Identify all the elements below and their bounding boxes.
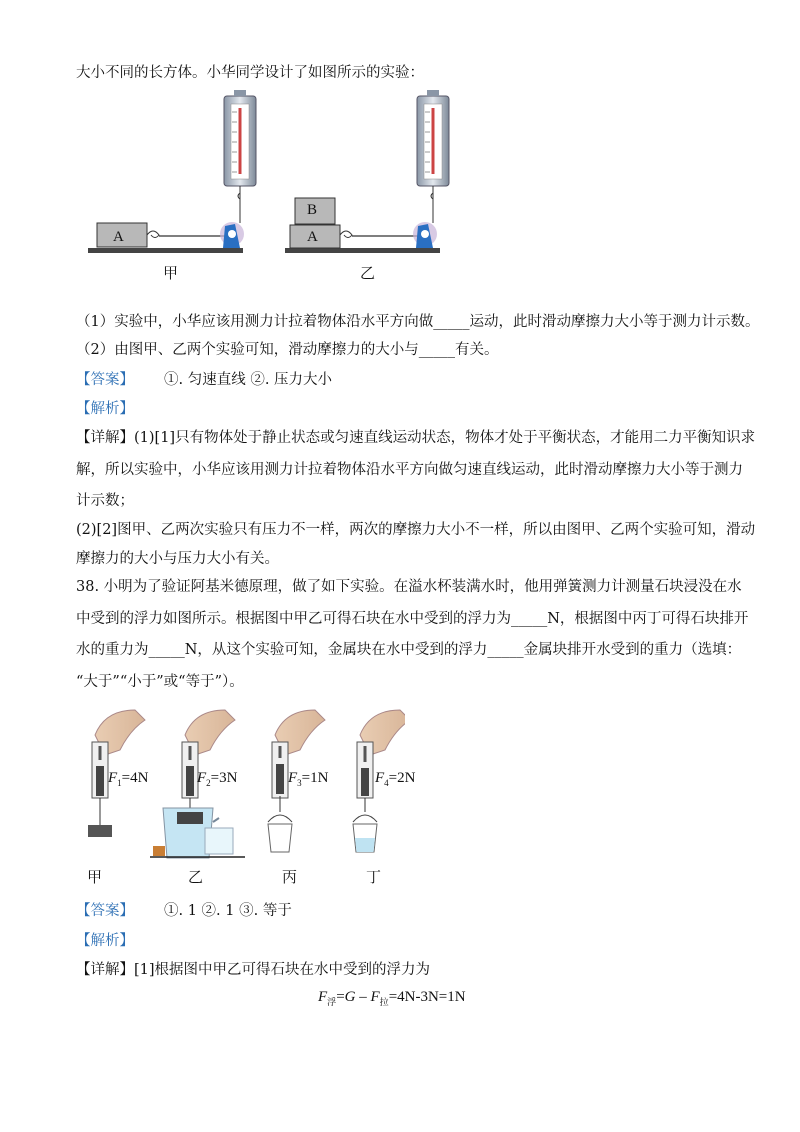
block-a-label: A [113,229,124,245]
formula-minus: – [355,989,371,1005]
formula-f: F [318,989,328,1005]
block-a-label-2: A [307,229,318,245]
caption-jia-2: 甲 [87,868,103,886]
q37-part1: （1）实验中，小华应该用测力计拉着物体沿水平方向做_____运动，此时滑动摩擦力大小等于测力计示数。 [76,314,760,330]
caption-yi-2: 乙 [188,868,204,886]
reading-f2 [197,770,237,788]
formula-f2: F [370,989,380,1005]
reading-f4 [375,770,415,788]
q38-answer-row [76,901,292,921]
intro-text: 大小不同的长方体。小华同学设计了如图所示的实验： [76,65,424,81]
caption-bing: 丙 [282,868,298,886]
q37-detail1-line1 [76,428,755,448]
reading-subscript: 3 [297,778,302,788]
reading-value: =1N [301,770,329,786]
reading-subscript: 2 [206,778,211,788]
reading-value: =4N [121,770,149,786]
detail-text: [1]根据图中甲乙可得石块在水中受到的浮力为 [134,962,431,978]
caption-yi: 乙 [360,264,376,282]
reading-symbol: F [108,770,118,786]
formula-sub-fu: 浮 [327,997,337,1007]
reading-f3 [288,770,328,788]
reading-symbol: F [197,770,207,786]
caption-ding: 丁 [366,868,382,886]
reading-value: =3N [210,770,238,786]
q38-line1: 38. 小明为了验证阿基米德原理，做了如下实验。在溢水杯装满水时，他用弹簧测力计测量石块浸没在水 [76,579,742,595]
q38-detail1 [76,960,430,980]
friction-experiment-figure [85,88,455,288]
q38-answer: ①. 1 ②. 1 ③. 等于 [164,903,292,919]
formula-eq: = [336,989,345,1005]
answer-tag: 【答案】 [76,903,134,919]
answer-tag: 【答案】 [76,372,134,388]
q38-line4: “大于”“小于”或“等于”）。 [76,674,244,690]
q37-answer-row [76,370,332,390]
reading-symbol: F [375,770,385,786]
buoyancy-formula [318,989,466,1008]
q37-detail2-line1: (2)[2]图甲、乙两次实验只有压力不一样，两次的摩擦力大小不一样，所以由图甲、乙两个实验可知，滑动 [76,522,756,538]
reading-symbol: F [288,770,298,786]
q37-detail1-line2: 解，所以实验中，小华应该用测力计拉着物体沿水平方向做匀速直线运动，此时滑动摩擦力大小等于测力 [76,462,743,478]
caption-jia: 甲 [163,264,179,282]
q38-line3: 水的重力为_____N，从这个实验可知，金属块在水中受到的浮力_____金属块排开水受到的重力（选填： [76,642,742,658]
reading-subscript: 4 [384,778,389,788]
reading-subscript: 1 [117,778,122,788]
q37-analysis-tag: 【解析】 [76,401,134,417]
formula-sub-la: 拉 [379,997,389,1007]
formula-g: G [344,989,356,1005]
q38-analysis-tag: 【解析】 [76,933,134,949]
detail-tag: 【详解】 [76,430,134,446]
reading-f1 [108,770,148,788]
q37-detail1-line3: 计示数； [76,493,134,509]
formula-result: =4N-3N=1N [388,989,466,1005]
q38-line2: 中受到的浮力如图所示。根据图中甲乙可得石块在水中受到的浮力为_____N，根据图中丙丁可得石块排开 [76,611,749,627]
q37-detail2-line2: 摩擦力的大小与压力大小有关。 [76,551,279,567]
detail-text: (1)[1]只有物体处于静止状态或匀速直线运动状态，物体才处于平衡状态，才能用二力平衡知识求 [134,430,756,446]
block-b-label: B [307,202,318,218]
q37-answer: ①. 匀速直线 ②. 压力大小 [164,372,333,388]
reading-value: =2N [388,770,416,786]
detail-tag: 【详解】 [76,962,134,978]
q37-part2: （2）由图甲、乙两个实验可知，滑动摩擦力的大小与_____有关。 [76,342,499,358]
